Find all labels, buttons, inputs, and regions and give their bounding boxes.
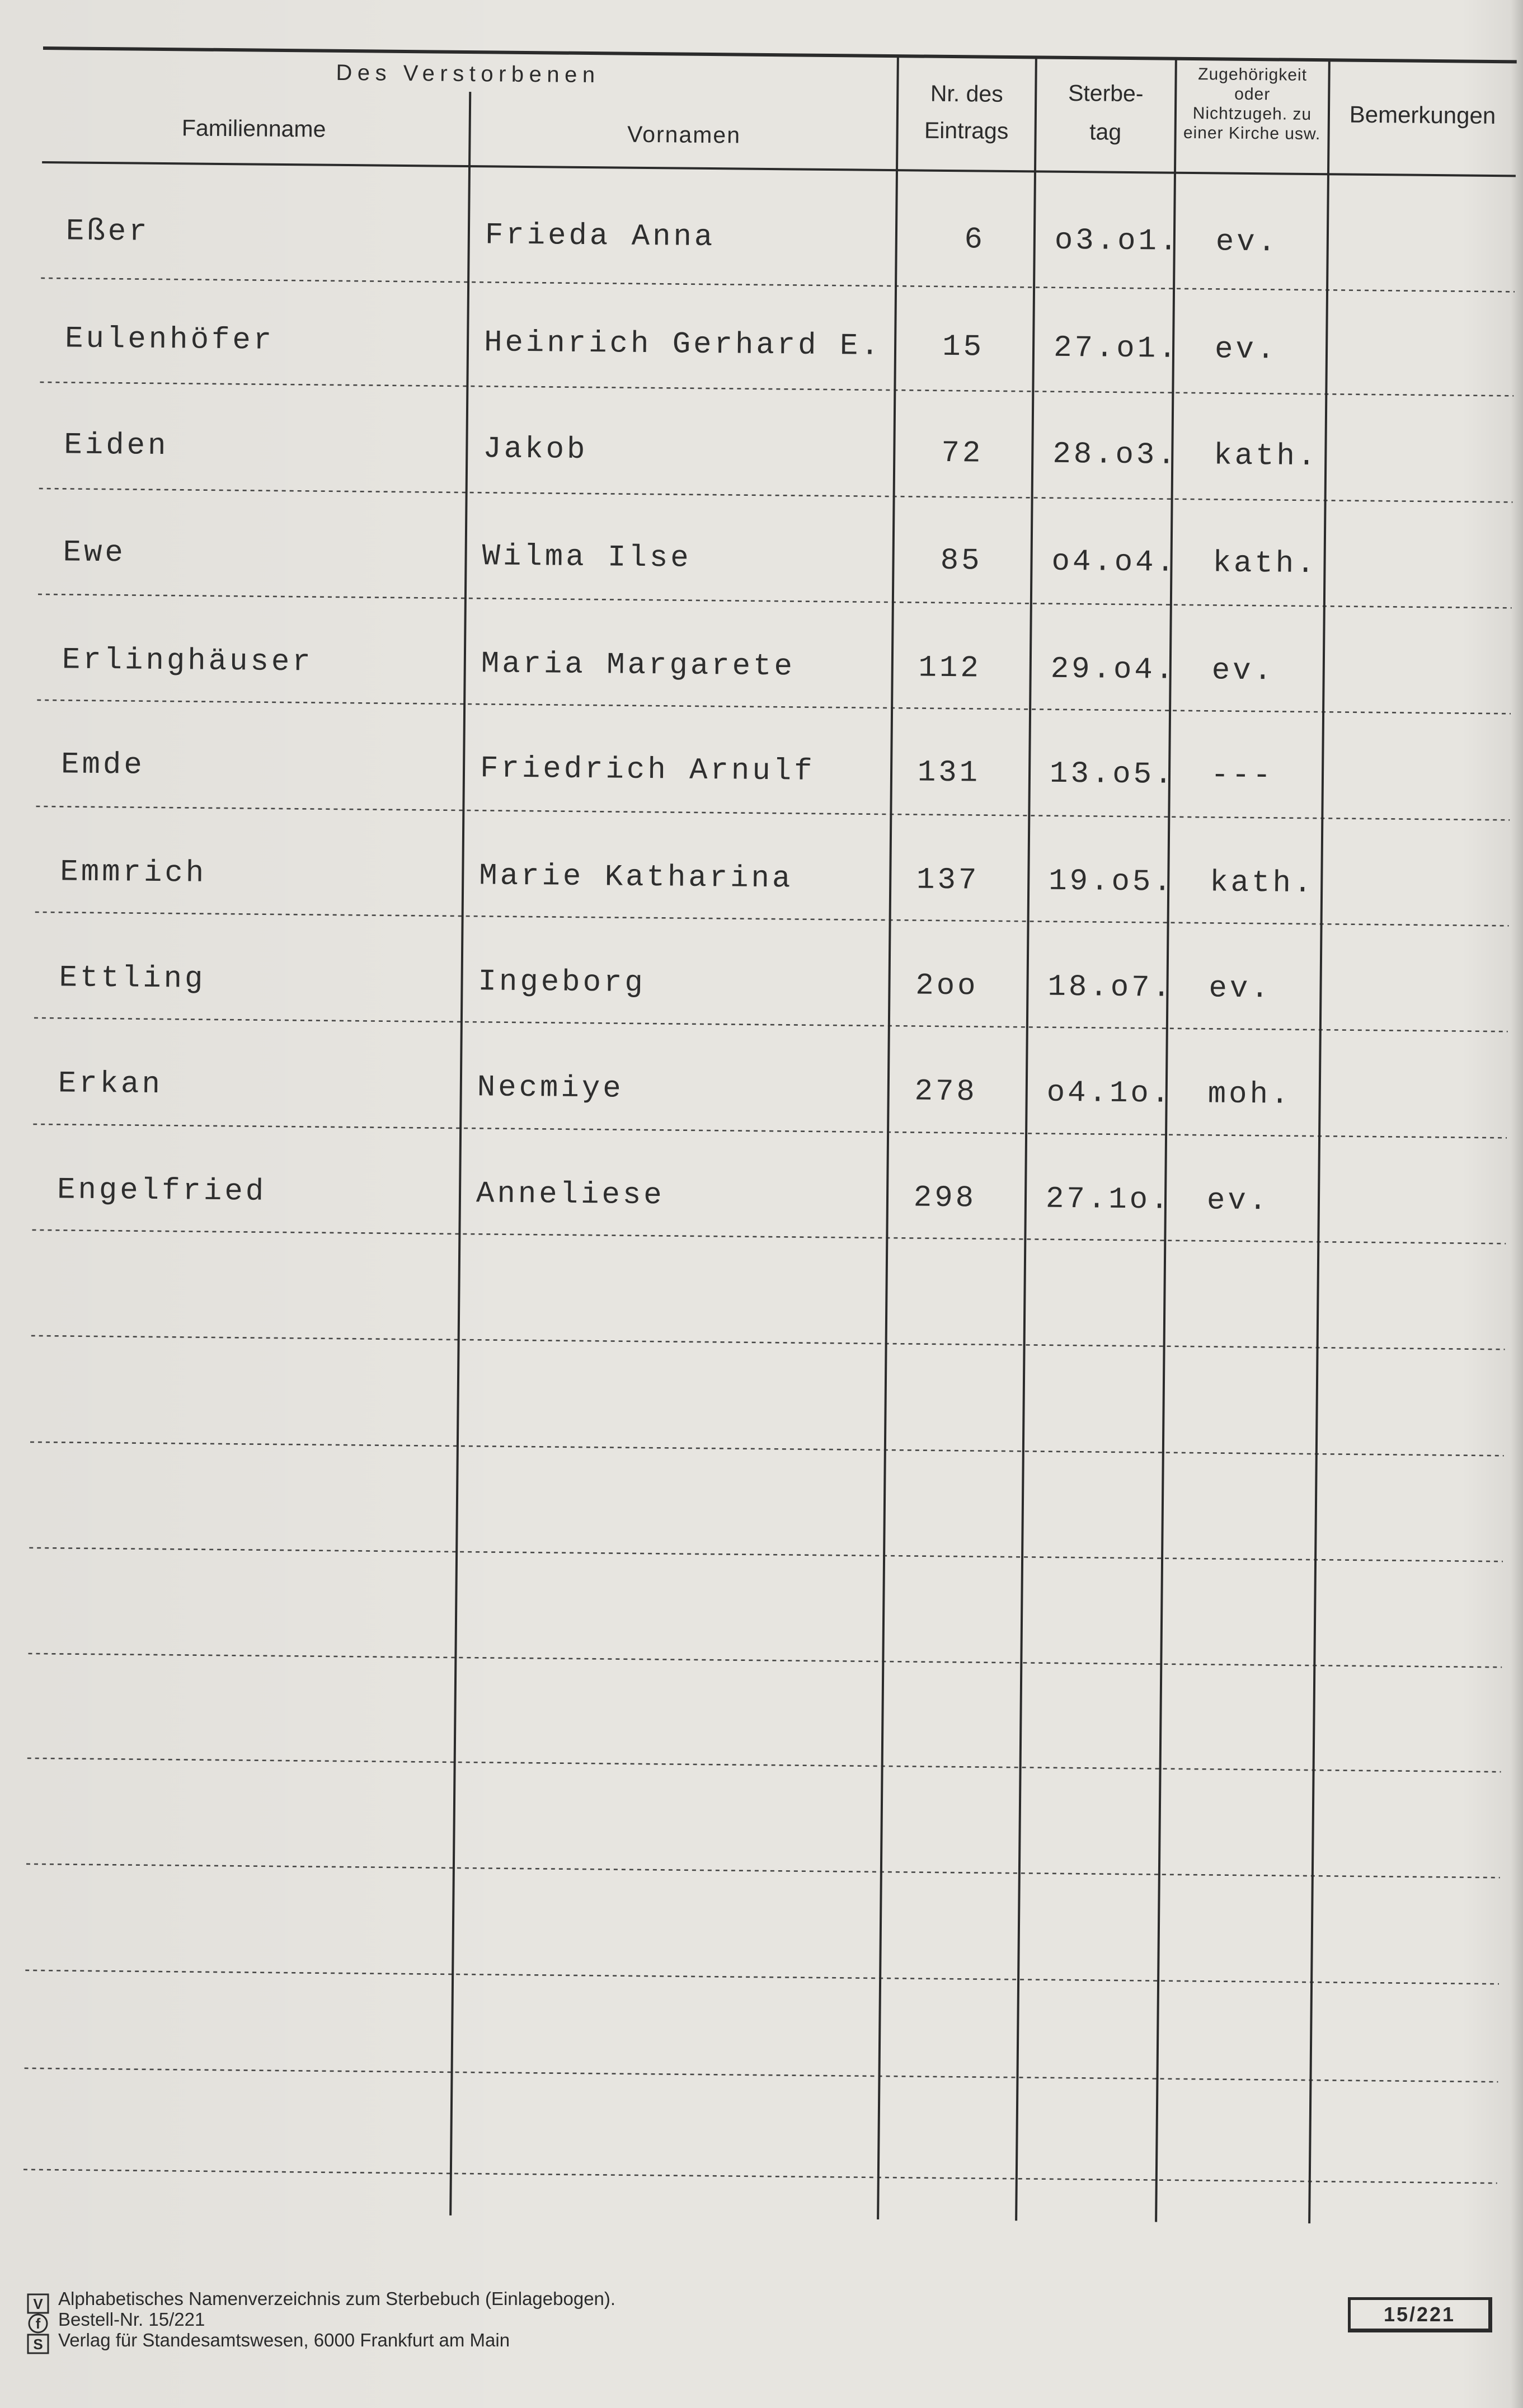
header-bottom-rule xyxy=(42,162,1516,176)
header-nr-line2: Eintrags xyxy=(924,117,1009,144)
header-kirche-line: oder xyxy=(1234,85,1271,104)
footer-title: Alphabetisches Namenverzeichnis zum Sterbebuch (Einlagebogen). xyxy=(58,2288,616,2309)
cell-sterbetag: 27.1o. xyxy=(1045,1182,1172,1218)
cell-familienname: Eßer xyxy=(65,214,150,250)
row-divider xyxy=(25,1970,1499,1984)
cell-nr: 112 xyxy=(918,651,982,686)
cell-familienname: Erkan xyxy=(58,1067,163,1102)
column-divider-familienname-vornamen xyxy=(450,92,470,2215)
cell-vornamen: Anneliese xyxy=(476,1177,665,1213)
cell-familienname: Ewe xyxy=(63,536,126,571)
header-nr-line1: Nr. des xyxy=(930,80,1003,107)
row-divider xyxy=(23,2170,1497,2183)
cell-familienname: Erlinghäuser xyxy=(62,643,313,680)
cell-familienname: Eiden xyxy=(64,428,169,464)
header-sterbetag-line1: Sterbe- xyxy=(1068,79,1144,107)
cell-kirche: kath. xyxy=(1212,546,1318,582)
row-divider xyxy=(25,2068,1498,2082)
cell-nr: 15 xyxy=(942,330,985,365)
column-divider-kirche-bemerkungen xyxy=(1309,60,1329,2223)
publisher-logo xyxy=(26,2293,51,2355)
row-divider xyxy=(31,1336,1505,1349)
cell-familienname: Emmrich xyxy=(60,855,207,891)
header-kirche-line: Zugehörigkeit xyxy=(1198,65,1308,85)
cell-sterbetag: 19.o5. xyxy=(1048,864,1174,900)
header-sterbetag-line2: tag xyxy=(1089,119,1122,145)
header-familienname: Familienname xyxy=(181,115,326,142)
table-grid xyxy=(23,46,1517,2231)
cell-sterbetag: 18.o7. xyxy=(1047,970,1174,1006)
cell-vornamen: Maria Margarete xyxy=(481,647,796,684)
register-table xyxy=(23,46,1517,2231)
cell-vornamen: Necmiye xyxy=(477,1071,624,1106)
header-bemerkungen: Bemerkungen xyxy=(1349,101,1496,129)
cell-familienname: Engelfried xyxy=(57,1173,267,1209)
cell-kirche: ev. xyxy=(1206,1184,1270,1219)
cell-sterbetag: 28.o3. xyxy=(1052,437,1179,473)
cell-nr: 137 xyxy=(916,863,980,898)
cell-sterbetag: o4.1o. xyxy=(1046,1076,1173,1111)
cell-sterbetag: 27.o1. xyxy=(1053,331,1179,367)
row-divider xyxy=(41,278,1515,292)
column-divider-sterbetag-kirche xyxy=(1156,59,1176,2222)
cell-sterbetag: o3.o1. xyxy=(1054,223,1181,259)
cell-kirche: --- xyxy=(1210,758,1274,794)
cell-sterbetag: o4.o4. xyxy=(1051,545,1178,580)
logo-letter: f xyxy=(35,2315,41,2332)
row-divider xyxy=(29,1548,1503,1561)
row-divider xyxy=(33,1124,1507,1138)
column-divider-vornamen-nr xyxy=(878,56,898,2219)
header-vornamen: Vornamen xyxy=(627,121,741,148)
row-divider xyxy=(36,806,1510,820)
header-kirche-line: einer Kirche usw. xyxy=(1183,123,1321,144)
cell-kirche: ev. xyxy=(1215,225,1279,260)
row-divider xyxy=(39,489,1513,502)
cell-kirche: kath. xyxy=(1214,439,1319,475)
logo-letter: S xyxy=(33,2336,43,2353)
cell-vornamen: Heinrich Gerhard E. xyxy=(483,326,882,364)
cell-nr: 2oo xyxy=(915,969,979,1004)
cell-familienname: Eulenhöfer xyxy=(64,322,275,358)
top-rule xyxy=(43,48,1517,62)
row-divider xyxy=(35,912,1509,926)
footer-order-number: Bestell-Nr. 15/221 xyxy=(58,2309,205,2330)
cell-vornamen: Frieda Anna xyxy=(485,218,716,255)
cell-vornamen: Jakob xyxy=(483,432,588,468)
cell-nr: 298 xyxy=(913,1181,977,1216)
cell-vornamen: Ingeborg xyxy=(478,965,646,1001)
row-divider xyxy=(30,1442,1504,1456)
row-divider xyxy=(26,1864,1500,1877)
cell-kirche: ev. xyxy=(1214,332,1278,368)
header-kirche xyxy=(1175,64,1329,144)
cell-kirche: kath. xyxy=(1209,866,1315,902)
cell-familienname: Ettling xyxy=(59,961,206,997)
row-divider xyxy=(32,1230,1506,1243)
row-divider xyxy=(40,382,1513,396)
footer-imprint xyxy=(58,2288,615,2350)
row-divider xyxy=(37,700,1511,714)
row-divider xyxy=(38,594,1512,608)
header-kirche-line: Nichtzugeh. zu xyxy=(1192,104,1312,124)
cell-nr: 131 xyxy=(917,755,981,791)
footer-publisher: Verlag für Standesamtswesen, 6000 Frankfurt am Main xyxy=(58,2330,510,2350)
cell-sterbetag: 29.o4. xyxy=(1050,652,1177,688)
cell-kirche: ev. xyxy=(1209,971,1272,1007)
cell-nr: 278 xyxy=(914,1074,978,1110)
row-divider xyxy=(34,1018,1508,1031)
form-number-box: 15/221 xyxy=(1348,2297,1492,2332)
cell-kirche: ev. xyxy=(1211,654,1275,689)
cell-kirche: moh. xyxy=(1207,1077,1292,1113)
row-divider xyxy=(27,1758,1501,1772)
cell-vornamen: Friedrich Arnulf xyxy=(480,752,815,789)
logo-letter: V xyxy=(33,2296,43,2312)
cell-nr: 85 xyxy=(940,543,983,579)
cell-vornamen: Wilma Ilse xyxy=(482,539,692,576)
column-divider-nr-sterbetag xyxy=(1016,57,1036,2221)
cell-familienname: Emde xyxy=(60,748,145,783)
row-divider xyxy=(28,1654,1502,1667)
cell-nr: 72 xyxy=(941,436,984,471)
cell-vornamen: Marie Katharina xyxy=(479,859,793,896)
cell-sterbetag: 13.o5. xyxy=(1049,757,1176,792)
cell-nr: 6 xyxy=(964,223,986,257)
header-group-label: Des Verstorbenen xyxy=(336,60,600,88)
